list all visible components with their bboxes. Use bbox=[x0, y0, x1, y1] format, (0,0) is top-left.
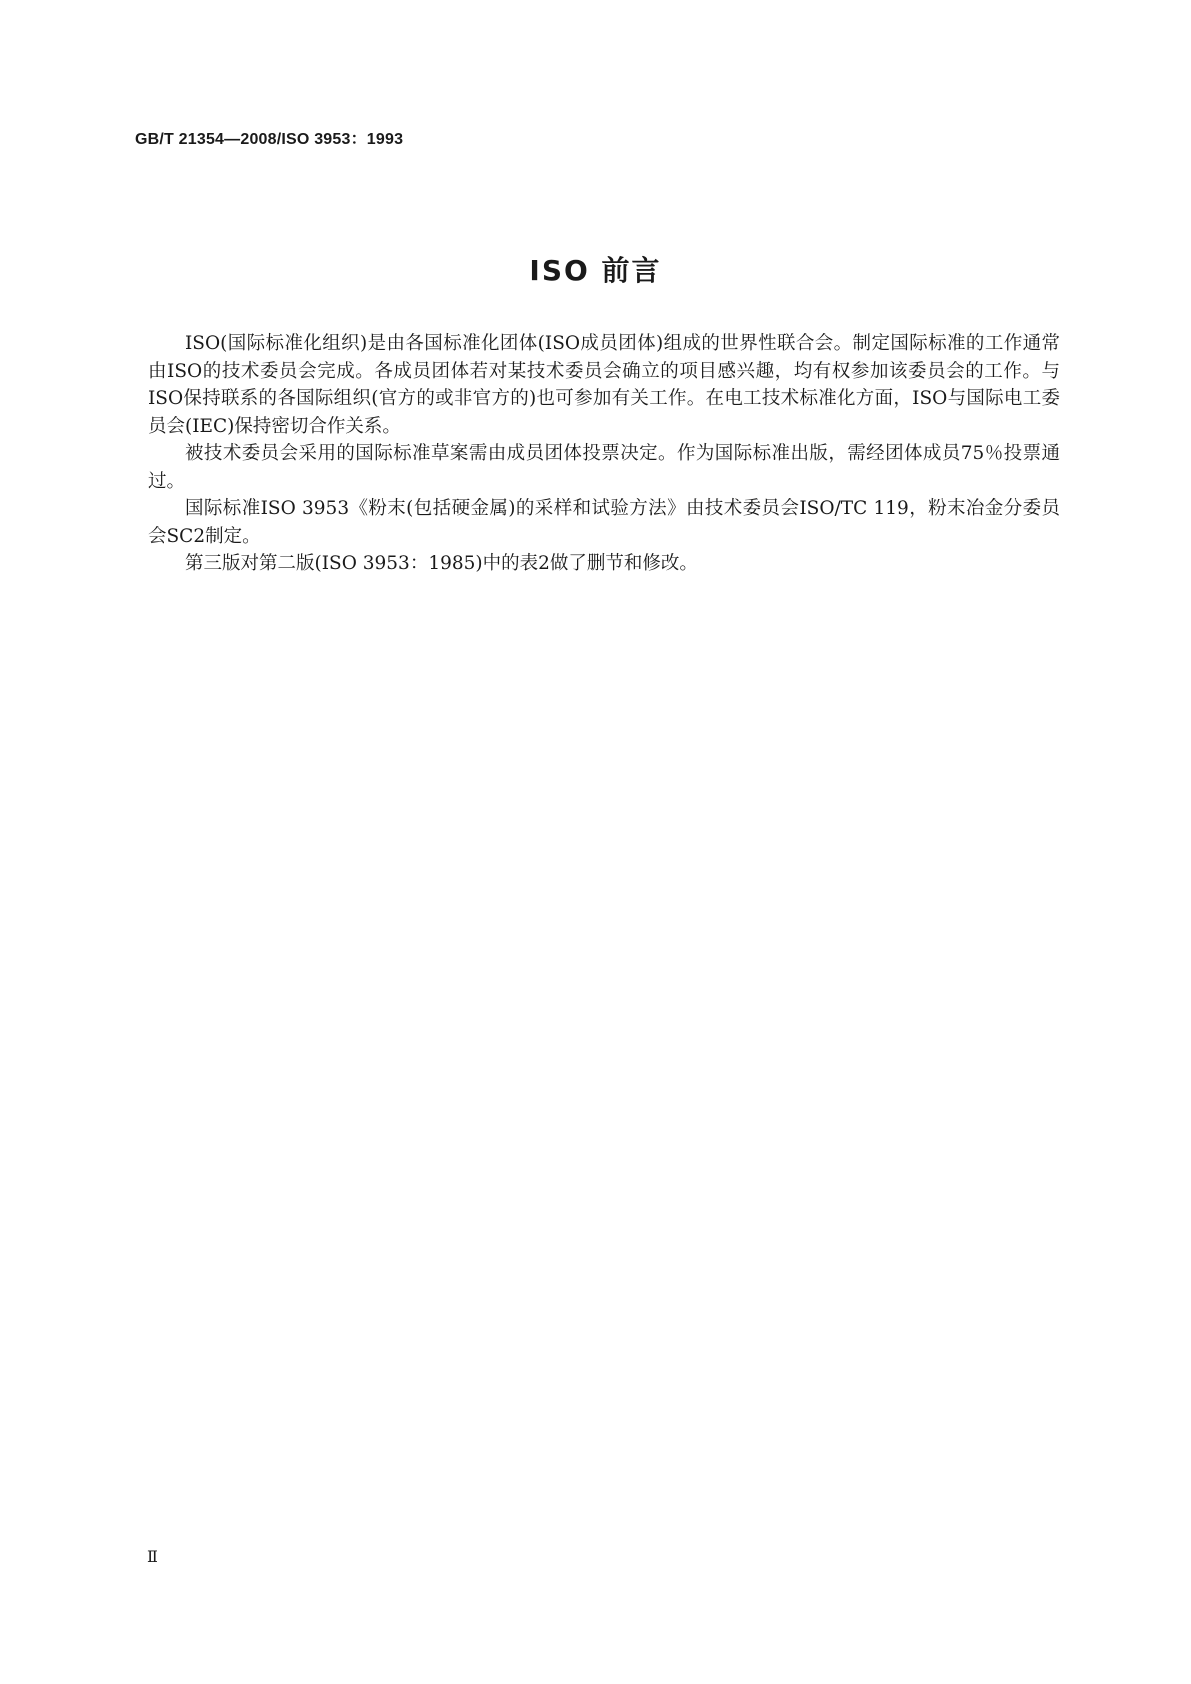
paragraph-voting: 被技术委员会采用的国际标准草案需由成员团体投票决定。作为国际标准出版，需经团体成员75％投票通过。 bbox=[148, 443, 1060, 492]
page-number: Ⅱ bbox=[147, 1547, 158, 1566]
paragraph-iso-organization: ISO(国际标准化组织)是由各国标准化团体(ISO成员团体)组成的世界性联合会。制定国际标准的工作通常由ISO的技术委员会完成。各成员团体若对某技术委员会确立的项目感兴趣，均有权参加该委员会的工作。与ISO保持联系的各国际组织(官方的或非官方的)也可参加有关工作。在电工技术标准化方面，ISO与国际电工委员会(IEC)保持密切合作关系。 bbox=[148, 333, 1060, 437]
foreword-body bbox=[148, 330, 1060, 578]
paragraph-standard-origin: 国际标准ISO 3953《粉末(包括硬金属)的采样和试验方法》由技术委员会ISO/TC 119，粉末冶金分委员会SC2制定。 bbox=[148, 498, 1060, 547]
standard-code-header: GB/T 21354—2008/ISO 3953：1993 bbox=[135, 131, 404, 148]
paragraph-edition-changes: 第三版对第二版(ISO 3953：1985)中的表2做了删节和修改。 bbox=[185, 553, 698, 574]
page-title: ISO 前言 bbox=[529, 253, 662, 287]
